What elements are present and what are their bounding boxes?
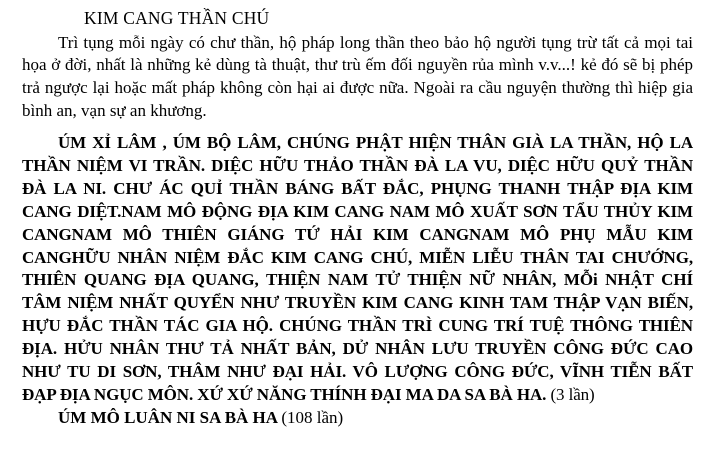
mantra-repeat-count: (3 lần)	[550, 384, 595, 404]
mantra-paragraph	[22, 132, 693, 406]
page-title: KIM CANG THẦN CHÚ	[84, 8, 270, 28]
closing-mantra-text: ÚM MÔ LUÂN NI SA BÀ HA	[58, 407, 278, 427]
mantra-text: ÚM XỈ LÂM , ÚM BỘ LÂM, CHÚNG PHẬT HIỆN THÂN GIÀ LA THẦN, HỘ LA THẦN NIỆM VI TRẦN. DIỆC HỮU THẢO THẦN ĐÀ LA VU, DIỆC HỮU QUỶ THẦN ĐÀ LA NI. CHƯ ÁC QUỈ THẦN BÁNG BẤT ĐẮC, PHỤNG THANH THẬP ĐỊA KIM CANG DIỆT.NAM MÔ ĐỘNG ĐỊA KIM CANG NAM MÔ XUẤT SƠN TẨU THỦY KIM CANGNAM MÔ THIÊN GIÁNG TỨ HẢI KIM CANGNAM MÔ PHỤ MẪU KIM CANGHỮU NHÂN NIỆM ĐẮC KIM CANG CHÚ, MIỄN LIỄU THÂN TAI CHƯỚNG, THIÊN QUANG ĐỊA QUANG, THIỆN NAM TỬ THIỆN NỮ NHÂN, MỖi NHẬT CHÍ TÂM NIỆM NHẤT QUYỂN NHƯ TRUYỀN KIM CANG KINH TAM THẬP VẠN BIẾN, HỰU ĐẮC THẦN TÁC GIA HỘ. CHÚNG THẦN TRÌ CUNG TRÍ TUỆ THÔNG THIÊN ĐỊA. HỬU NHÂN THƯ TẢ NHẤT BẢN, DỬ NHÂN LƯU TRUYỀN CÔNG ĐỨC CAO NHƯ TU DI SƠN, THÂM NHƯ ĐẠI HẢI. VÔ LƯỢNG CÔNG ĐỨC, VĨNH TIỄN BẤT ĐẠP ĐỊA NGỤC MÔN. XỨ XỨ NĂNG THÍNH ĐẠI MA DA SA BÀ HA.	[22, 133, 693, 404]
closing-repeat-count: (108 lần)	[281, 407, 344, 427]
closing-mantra-line	[22, 407, 693, 430]
intro-paragraph: Trì tụng mỗi ngày có chư thần, hộ pháp long thần theo bảo hộ người tụng trừ tất cả mọi tai họa ở đời, nhất là những kẻ dùng tà thuật, thư trù ếm đối nguyền rủa mình v.v...! kẻ đó sẽ bị phép trả ngược lại hoặc mất pháp không còn hại ai được nữa. Ngoài ra cầu nguyện thường thì hiệp gia bình an, vạn sự an khương.	[22, 32, 693, 120]
